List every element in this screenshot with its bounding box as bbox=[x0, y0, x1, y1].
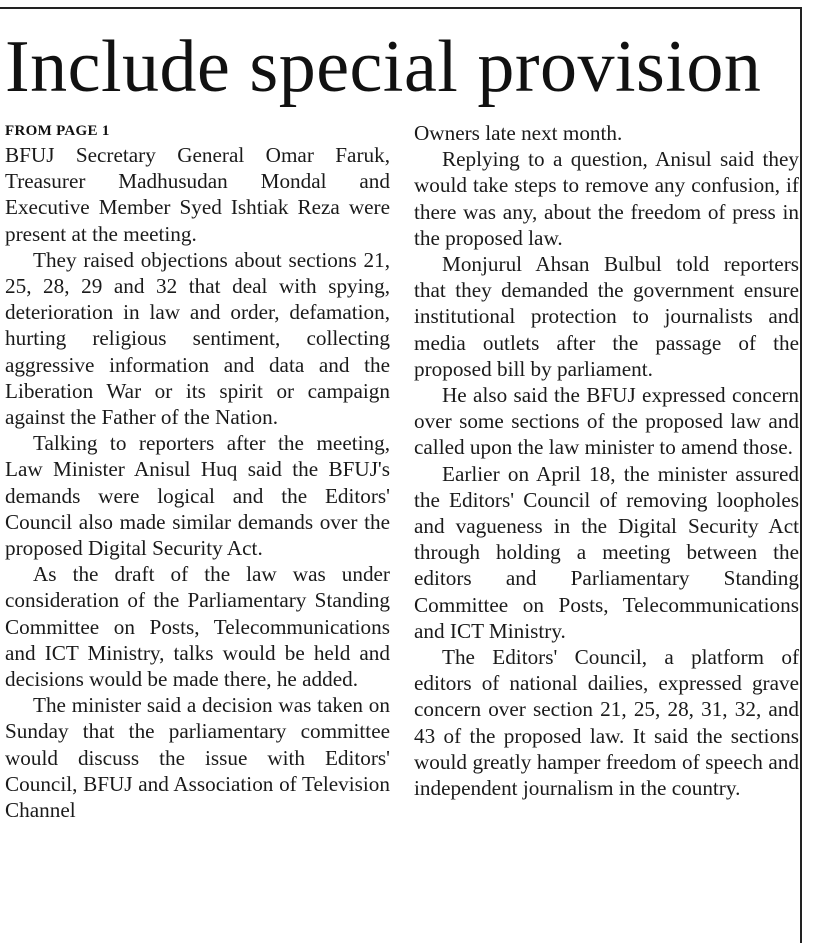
paragraph: Talking to reporters after the meeting, Law Minister Anisul Huq said the BFUJ's demands were logical and the Editors' Council also made similar demands over the proposed Digital Security Act. bbox=[5, 431, 390, 561]
paragraph: BFUJ Secretary General Omar Faruk, Treasurer Madhusudan Mondal and Executive Member Syed Ishtiak Reza were present at the meeting. bbox=[5, 143, 390, 246]
paragraph: As the draft of the law was under consideration of the Parliamentary Standing Committee on Posts, Telecommunications and ICT Ministry, talks would be held and decisions would be made there, he added. bbox=[5, 562, 390, 692]
left-column bbox=[5, 120, 390, 823]
continuation-kicker: FROM PAGE 1 bbox=[5, 123, 110, 139]
paragraph: The Editors' Council, a platform of editors of national dailies, expressed grave concern over section 21, 25, 28, 31, 32, and 43 of the proposed law. It said the sections would greatly hamper freedom of speech and independent journalism in the country. bbox=[414, 645, 799, 801]
paragraph: They raised objections about sections 21, 25, 28, 29 and 32 that deal with spying, deterioration in law and order, defamation, hurting religious sentiment, collecting aggressive information and data and the Liberation War or its spirit or campaign against the Father of the Nation. bbox=[5, 247, 390, 430]
paragraph: Replying to a question, Anisul said they would take steps to remove any confusion, if there was any, about the freedom of press in the proposed law. bbox=[414, 147, 799, 250]
paragraph: Earlier on April 18, the minister assured the Editors' Council of removing loopholes and vagueness in the Digital Security Act through holding a meeting between the editors and Parliamentary Standing Committee on Posts, Telecommunications and ICT Ministry. bbox=[414, 461, 799, 643]
paragraph: The minister said a decision was taken on Sunday that the parliamentary committee would discuss the issue with Editors' Council, BFUJ and Association of Television Channel bbox=[5, 693, 390, 823]
headline: Include special provision bbox=[5, 26, 762, 108]
top-rule bbox=[0, 7, 800, 9]
paragraph: He also said the BFUJ expressed concern over some sections of the proposed law and called upon the law minister to amend those. bbox=[414, 383, 799, 460]
right-column bbox=[414, 120, 799, 801]
column-right-rule bbox=[800, 7, 802, 943]
paragraph-continued: Owners late next month. bbox=[414, 121, 623, 145]
paragraph: Monjurul Ahsan Bulbul told reporters that they demanded the government ensure institutional protection to journalists and media outlets after the passage of the proposed bill by parliament. bbox=[414, 252, 799, 381]
